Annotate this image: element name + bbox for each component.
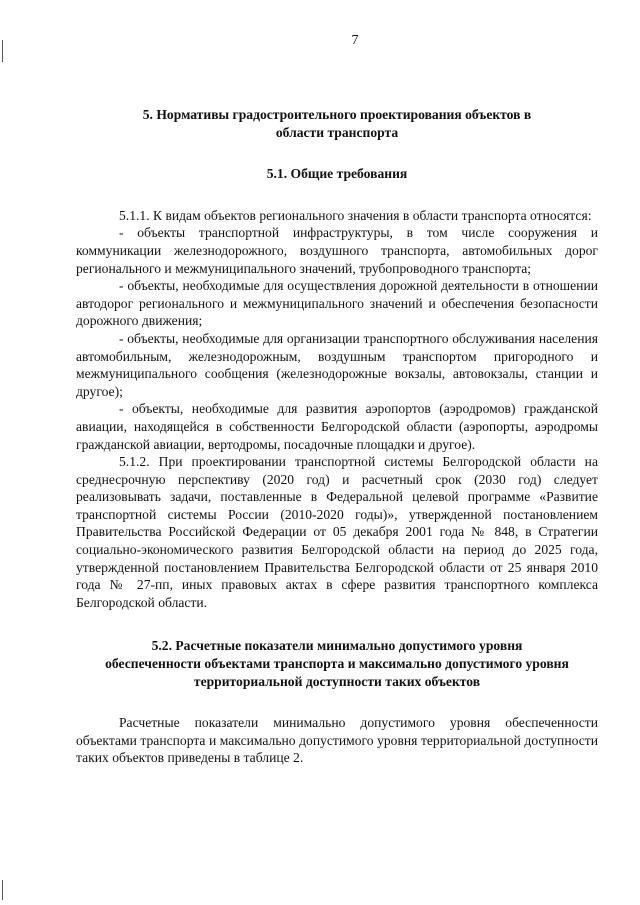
section-5-1-heading: 5.1. Общие требования (266, 166, 408, 182)
paragraph-5-1-1: 5.1.1. К видам объектов регионального значения в области транспорта относятся: (119, 207, 592, 223)
section-5-2-heading-line: обеспеченности объектами транспорта и максимально допустимого уровня (105, 656, 569, 672)
paragraph-5-1-2: 5.1.2. При проектировании транспортной системы Белгородской области на среднесрочную перспективу (2020 год) и расчетный срок (2030 год) следует реализовывать задачи, поставленные в Федеральной целевой программе «Развитие транспортной системы России (2010-2020 годы)», утвержденной постановлением Правительства Российской Федерации от 05 декабря 2001 года № 848, в Стратегии социально-экономического развития Белгородской области на период до 2025 года, утвержденной постановлением Правительства Белгородской области от 25 января 2010 года № 27-пп, иных правовых актах в сфере развития транспортного комплекса Белгородской области. (76, 454, 598, 610)
list-item: - объекты транспортной инфраструктуры, в том числе сооружения и коммуникации железнодорожного, воздушного транспорта, автомобильных дорог регионального и межмуниципального значений, трубопроводного транспорта; (76, 225, 598, 276)
list-item: - объекты, необходимые для организации транспортного обслуживания населения автомобильным, железнодорожным, воздушным транспортом пригородного и межмуниципального сообщения (железнодорожные вокзалы, автовокзалы, станции и другое); (76, 330, 598, 399)
section-5-2-heading-line: территориальной доступности таких объектов (193, 673, 481, 689)
scan-edge-line (2, 880, 3, 900)
page-number: 7 (351, 33, 359, 48)
list-item: - объекты, необходимые для осуществления дорожной деятельности в отношении автодорог регионального и межмуниципального значений и обеспечения безопасности дорожного движения; (76, 278, 598, 329)
list-item: - объекты, необходимые для развития аэропортов (аэродромов) гражданской авиации, находящейся в собственности Белгородской области (аэропорты, аэродромы гражданской авиации, вертодромы, посадочные площадки и другое). (76, 401, 598, 452)
section-5-2-heading (76, 637, 598, 690)
document-body (76, 106, 598, 767)
section-5-2-heading-line: 5.2. Расчетные показатели минимально допустимого уровня (151, 638, 523, 654)
section-5-heading-line: области транспорта (275, 124, 399, 140)
section-5-heading-line: 5. Нормативы градостроительного проектирования объектов в (142, 107, 532, 122)
paragraph-5-2: Расчетные показатели минимально допустимого уровня обеспеченности объектами транспорта и максимально допустимого уровня территориальной доступности таких объектов приведены в таблице 2. (76, 715, 598, 766)
section-5-heading (76, 106, 598, 141)
